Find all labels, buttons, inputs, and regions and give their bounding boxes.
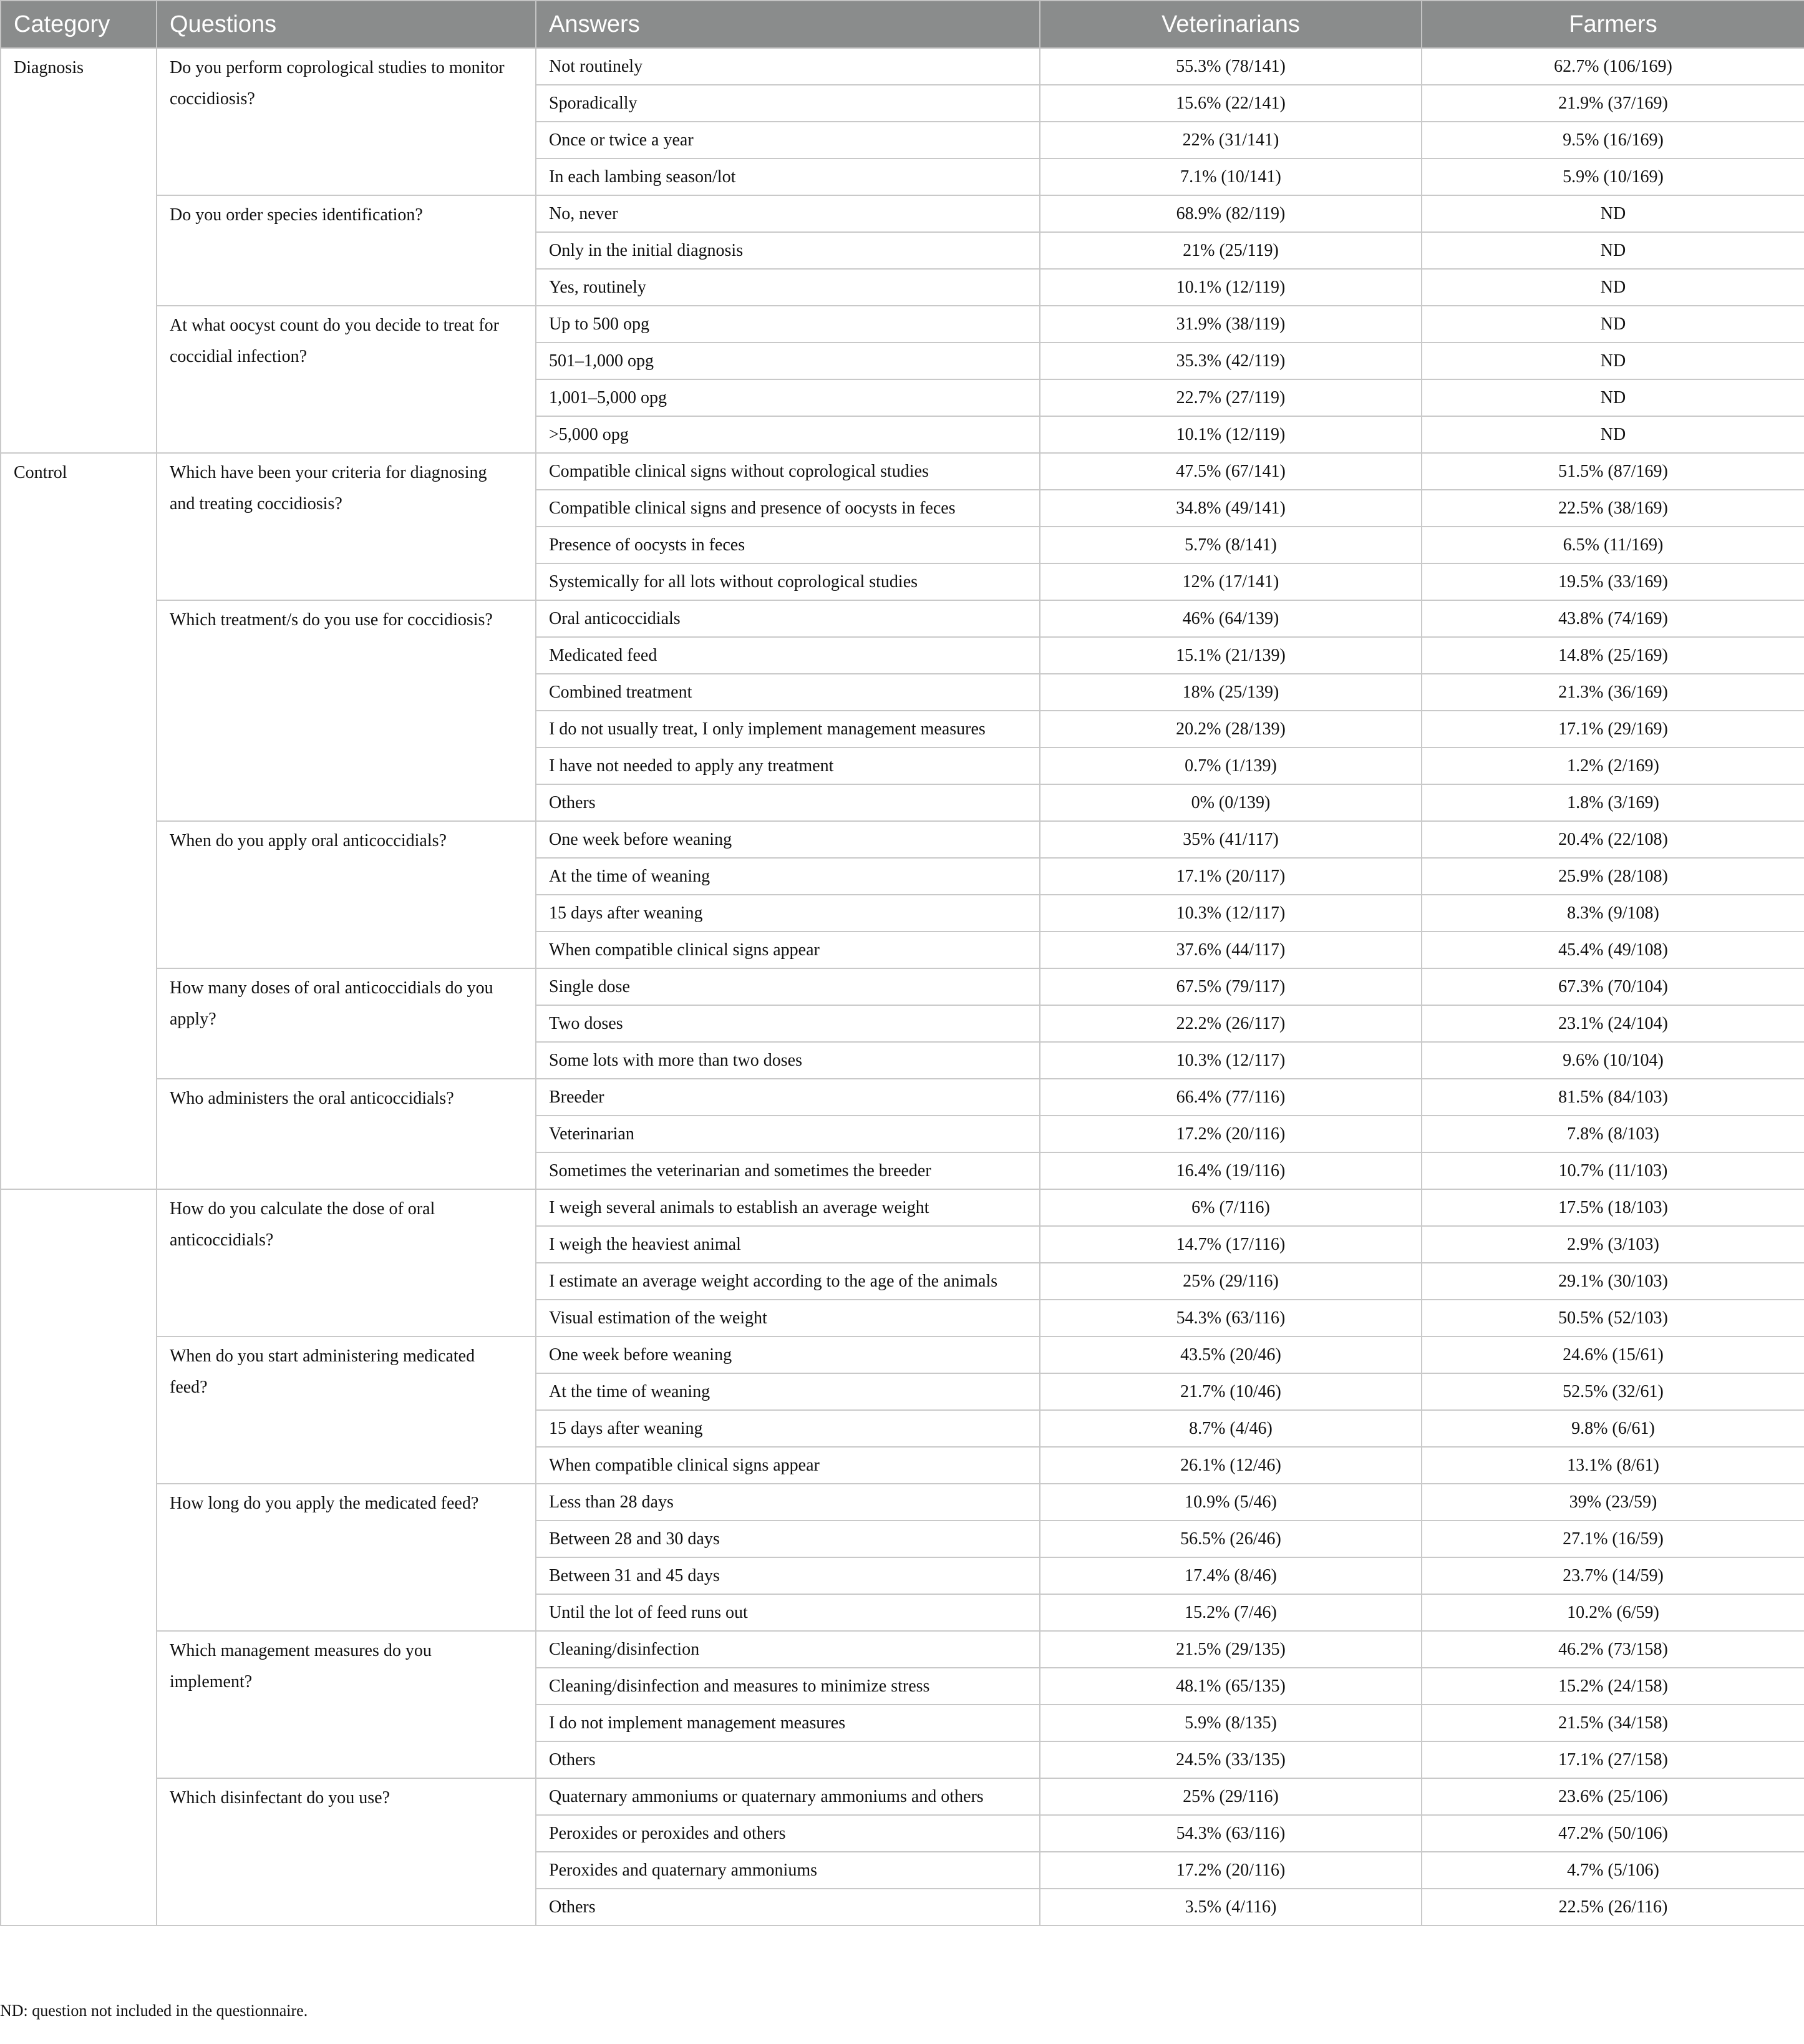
farmers-value: ND bbox=[1422, 416, 1804, 453]
answer-cell: Others bbox=[536, 1741, 1040, 1778]
veterinarians-value: 66.4% (77/116) bbox=[1040, 1079, 1422, 1116]
farmers-value: 9.5% (16/169) bbox=[1422, 122, 1804, 158]
answer-cell: Between 28 and 30 days bbox=[536, 1521, 1040, 1557]
veterinarians-value: 0.7% (1/139) bbox=[1040, 747, 1422, 784]
table-row bbox=[1, 600, 1804, 637]
answer-cell: Once or twice a year bbox=[536, 122, 1040, 158]
header-questions: Questions bbox=[157, 1, 536, 48]
answer-cell: Only in the initial diagnosis bbox=[536, 232, 1040, 269]
veterinarians-value: 17.2% (20/116) bbox=[1040, 1852, 1422, 1889]
farmers-value: 4.7% (5/106) bbox=[1422, 1852, 1804, 1889]
farmers-value: 7.8% (8/103) bbox=[1422, 1116, 1804, 1152]
farmers-value: 21.5% (34/158) bbox=[1422, 1705, 1804, 1741]
table-row bbox=[1, 306, 1804, 343]
answer-cell: Systemically for all lots without coprological studies bbox=[536, 563, 1040, 600]
table-row bbox=[1, 1778, 1804, 1815]
answer-cell: Others bbox=[536, 784, 1040, 821]
veterinarians-value: 21.5% (29/135) bbox=[1040, 1631, 1422, 1668]
table-row bbox=[1, 1189, 1804, 1226]
answer-cell: Between 31 and 45 days bbox=[536, 1557, 1040, 1594]
answer-cell: 15 days after weaning bbox=[536, 1410, 1040, 1447]
farmers-value: 29.1% (30/103) bbox=[1422, 1263, 1804, 1300]
answer-cell: When compatible clinical signs appear bbox=[536, 1447, 1040, 1484]
answer-cell: I do not usually treat, I only implement management measures bbox=[536, 711, 1040, 747]
answer-cell: Less than 28 days bbox=[536, 1484, 1040, 1521]
farmers-value: 51.5% (87/169) bbox=[1422, 453, 1804, 490]
veterinarians-value: 25% (29/116) bbox=[1040, 1263, 1422, 1300]
veterinarians-value: 46% (64/139) bbox=[1040, 600, 1422, 637]
veterinarians-value: 0% (0/139) bbox=[1040, 784, 1422, 821]
farmers-value: 39% (23/59) bbox=[1422, 1484, 1804, 1521]
farmers-value: 81.5% (84/103) bbox=[1422, 1079, 1804, 1116]
veterinarians-value: 34.8% (49/141) bbox=[1040, 490, 1422, 527]
farmers-value: 10.2% (6/59) bbox=[1422, 1594, 1804, 1631]
veterinarians-value: 14.7% (17/116) bbox=[1040, 1226, 1422, 1263]
veterinarians-value: 22.7% (27/119) bbox=[1040, 379, 1422, 416]
farmers-value: 10.7% (11/103) bbox=[1422, 1152, 1804, 1189]
farmers-value: 46.2% (73/158) bbox=[1422, 1631, 1804, 1668]
category-cell: Diagnosis bbox=[1, 48, 157, 453]
farmers-value: ND bbox=[1422, 306, 1804, 343]
veterinarians-value: 12% (17/141) bbox=[1040, 563, 1422, 600]
veterinarians-value: 3.5% (4/116) bbox=[1040, 1889, 1422, 1925]
answer-cell: Yes, routinely bbox=[536, 269, 1040, 306]
answer-cell: In each lambing season/lot bbox=[536, 158, 1040, 195]
category-cell: Control bbox=[1, 453, 157, 1189]
answer-cell: Visual estimation of the weight bbox=[536, 1300, 1040, 1336]
question-cell: Do you order species identification? bbox=[157, 195, 536, 306]
question-cell: How do you calculate the dose of oral anticoccidials? bbox=[157, 1189, 536, 1336]
answer-cell: Peroxides and quaternary ammoniums bbox=[536, 1852, 1040, 1889]
farmers-value: 62.7% (106/169) bbox=[1422, 48, 1804, 85]
header-row bbox=[1, 1, 1804, 48]
veterinarians-value: 17.4% (8/46) bbox=[1040, 1557, 1422, 1594]
question-cell: Who administers the oral anticoccidials? bbox=[157, 1079, 536, 1189]
answer-cell: Cleaning/disinfection bbox=[536, 1631, 1040, 1668]
table-body bbox=[1, 48, 1804, 1925]
veterinarians-value: 55.3% (78/141) bbox=[1040, 48, 1422, 85]
answer-cell: Combined treatment bbox=[536, 674, 1040, 711]
farmers-value: 13.1% (8/61) bbox=[1422, 1447, 1804, 1484]
question-cell: How long do you apply the medicated feed? bbox=[157, 1484, 536, 1631]
farmers-value: 43.8% (74/169) bbox=[1422, 600, 1804, 637]
question-cell: Which have been your criteria for diagnosing and treating coccidiosis? bbox=[157, 453, 536, 600]
farmers-value: ND bbox=[1422, 343, 1804, 379]
farmers-value: 19.5% (33/169) bbox=[1422, 563, 1804, 600]
veterinarians-value: 10.3% (12/117) bbox=[1040, 1042, 1422, 1079]
farmers-value: 22.5% (38/169) bbox=[1422, 490, 1804, 527]
table-row bbox=[1, 453, 1804, 490]
veterinarians-value: 47.5% (67/141) bbox=[1040, 453, 1422, 490]
answer-cell: Breeder bbox=[536, 1079, 1040, 1116]
farmers-value: 2.9% (3/103) bbox=[1422, 1226, 1804, 1263]
answer-cell: Not routinely bbox=[536, 48, 1040, 85]
veterinarians-value: 6% (7/116) bbox=[1040, 1189, 1422, 1226]
veterinarians-value: 54.3% (63/116) bbox=[1040, 1300, 1422, 1336]
veterinarians-value: 5.9% (8/135) bbox=[1040, 1705, 1422, 1741]
table-row bbox=[1, 1079, 1804, 1116]
question-cell: When do you apply oral anticoccidials? bbox=[157, 821, 536, 968]
veterinarians-value: 43.5% (20/46) bbox=[1040, 1336, 1422, 1373]
farmers-value: 17.5% (18/103) bbox=[1422, 1189, 1804, 1226]
veterinarians-value: 17.2% (20/116) bbox=[1040, 1116, 1422, 1152]
answer-cell: Peroxides or peroxides and others bbox=[536, 1815, 1040, 1852]
footnote: ND: question not included in the questionnaire. bbox=[0, 2002, 308, 2020]
farmers-value: 23.1% (24/104) bbox=[1422, 1005, 1804, 1042]
veterinarians-value: 22.2% (26/117) bbox=[1040, 1005, 1422, 1042]
veterinarians-value: 8.7% (4/46) bbox=[1040, 1410, 1422, 1447]
answer-cell: Cleaning/disinfection and measures to minimize stress bbox=[536, 1668, 1040, 1705]
answer-cell: Quaternary ammoniums or quaternary ammoniums and others bbox=[536, 1778, 1040, 1815]
answer-cell: Veterinarian bbox=[536, 1116, 1040, 1152]
answer-cell: Two doses bbox=[536, 1005, 1040, 1042]
answer-cell: Some lots with more than two doses bbox=[536, 1042, 1040, 1079]
veterinarians-value: 15.6% (22/141) bbox=[1040, 85, 1422, 122]
answer-cell: I estimate an average weight according to the age of the animals bbox=[536, 1263, 1040, 1300]
veterinarians-value: 31.9% (38/119) bbox=[1040, 306, 1422, 343]
answer-cell: Until the lot of feed runs out bbox=[536, 1594, 1040, 1631]
table-row bbox=[1, 968, 1804, 1005]
answer-cell: 501–1,000 opg bbox=[536, 343, 1040, 379]
farmers-value: 22.5% (26/116) bbox=[1422, 1889, 1804, 1925]
table-row bbox=[1, 48, 1804, 85]
veterinarians-value: 35% (41/117) bbox=[1040, 821, 1422, 858]
veterinarians-value: 56.5% (26/46) bbox=[1040, 1521, 1422, 1557]
answer-cell: Up to 500 opg bbox=[536, 306, 1040, 343]
farmers-value: 24.6% (15/61) bbox=[1422, 1336, 1804, 1373]
veterinarians-value: 10.3% (12/117) bbox=[1040, 895, 1422, 932]
question-cell: When do you start administering medicated feed? bbox=[157, 1336, 536, 1484]
farmers-value: ND bbox=[1422, 269, 1804, 306]
answer-cell: Sporadically bbox=[536, 85, 1040, 122]
answer-cell: Oral anticoccidials bbox=[536, 600, 1040, 637]
farmers-value: 23.7% (14/59) bbox=[1422, 1557, 1804, 1594]
answer-cell: One week before weaning bbox=[536, 1336, 1040, 1373]
veterinarians-value: 35.3% (42/119) bbox=[1040, 343, 1422, 379]
question-cell: At what oocyst count do you decide to treat for coccidial infection? bbox=[157, 306, 536, 453]
veterinarians-value: 16.4% (19/116) bbox=[1040, 1152, 1422, 1189]
veterinarians-value: 10.1% (12/119) bbox=[1040, 416, 1422, 453]
farmers-value: 17.1% (29/169) bbox=[1422, 711, 1804, 747]
veterinarians-value: 15.1% (21/139) bbox=[1040, 637, 1422, 674]
farmers-value: 21.3% (36/169) bbox=[1422, 674, 1804, 711]
veterinarians-value: 17.1% (20/117) bbox=[1040, 858, 1422, 895]
farmers-value: ND bbox=[1422, 195, 1804, 232]
veterinarians-value: 24.5% (33/135) bbox=[1040, 1741, 1422, 1778]
answer-cell: 15 days after weaning bbox=[536, 895, 1040, 932]
farmers-value: ND bbox=[1422, 379, 1804, 416]
header-category: Category bbox=[1, 1, 157, 48]
farmers-value: ND bbox=[1422, 232, 1804, 269]
table-row bbox=[1, 1484, 1804, 1521]
question-cell: Which treatment/s do you use for coccidiosis? bbox=[157, 600, 536, 821]
farmers-value: 20.4% (22/108) bbox=[1422, 821, 1804, 858]
answer-cell: I weigh the heaviest animal bbox=[536, 1226, 1040, 1263]
question-cell: Do you perform coprological studies to monitor coccidiosis? bbox=[157, 48, 536, 195]
question-cell: How many doses of oral anticoccidials do you apply? bbox=[157, 968, 536, 1079]
veterinarians-value: 7.1% (10/141) bbox=[1040, 158, 1422, 195]
farmers-value: 5.9% (10/169) bbox=[1422, 158, 1804, 195]
farmers-value: 15.2% (24/158) bbox=[1422, 1668, 1804, 1705]
veterinarians-value: 54.3% (63/116) bbox=[1040, 1815, 1422, 1852]
veterinarians-value: 25% (29/116) bbox=[1040, 1778, 1422, 1815]
answer-cell: One week before weaning bbox=[536, 821, 1040, 858]
answer-cell: Sometimes the veterinarian and sometimes the breeder bbox=[536, 1152, 1040, 1189]
veterinarians-value: 21% (25/119) bbox=[1040, 232, 1422, 269]
question-cell: Which disinfectant do you use? bbox=[157, 1778, 536, 1925]
table-header bbox=[1, 1, 1804, 48]
farmers-value: 23.6% (25/106) bbox=[1422, 1778, 1804, 1815]
header-answers: Answers bbox=[536, 1, 1040, 48]
category-cell bbox=[1, 1189, 157, 1925]
header-farmers: Farmers bbox=[1422, 1, 1804, 48]
answer-cell: Medicated feed bbox=[536, 637, 1040, 674]
answer-cell: At the time of weaning bbox=[536, 858, 1040, 895]
answer-cell: I do not implement management measures bbox=[536, 1705, 1040, 1741]
farmers-value: 1.2% (2/169) bbox=[1422, 747, 1804, 784]
farmers-value: 47.2% (50/106) bbox=[1422, 1815, 1804, 1852]
farmers-value: 27.1% (16/59) bbox=[1422, 1521, 1804, 1557]
table-row bbox=[1, 1631, 1804, 1668]
farmers-value: 45.4% (49/108) bbox=[1422, 932, 1804, 968]
veterinarians-value: 20.2% (28/139) bbox=[1040, 711, 1422, 747]
answer-cell: Others bbox=[536, 1889, 1040, 1925]
farmers-value: 52.5% (32/61) bbox=[1422, 1373, 1804, 1410]
answer-cell: No, never bbox=[536, 195, 1040, 232]
veterinarians-value: 67.5% (79/117) bbox=[1040, 968, 1422, 1005]
farmers-value: 9.6% (10/104) bbox=[1422, 1042, 1804, 1079]
farmers-value: 6.5% (11/169) bbox=[1422, 527, 1804, 563]
veterinarians-value: 48.1% (65/135) bbox=[1040, 1668, 1422, 1705]
table-row bbox=[1, 195, 1804, 232]
veterinarians-value: 18% (25/139) bbox=[1040, 674, 1422, 711]
answer-cell: Compatible clinical signs without coprological studies bbox=[536, 453, 1040, 490]
veterinarians-value: 21.7% (10/46) bbox=[1040, 1373, 1422, 1410]
answer-cell: >5,000 opg bbox=[536, 416, 1040, 453]
answer-cell: Presence of oocysts in feces bbox=[536, 527, 1040, 563]
veterinarians-value: 26.1% (12/46) bbox=[1040, 1447, 1422, 1484]
veterinarians-value: 10.1% (12/119) bbox=[1040, 269, 1422, 306]
answer-cell: When compatible clinical signs appear bbox=[536, 932, 1040, 968]
farmers-value: 17.1% (27/158) bbox=[1422, 1741, 1804, 1778]
header-veterinarians: Veterinarians bbox=[1040, 1, 1422, 48]
answer-cell: I have not needed to apply any treatment bbox=[536, 747, 1040, 784]
veterinarians-value: 10.9% (5/46) bbox=[1040, 1484, 1422, 1521]
answer-cell: I weigh several animals to establish an average weight bbox=[536, 1189, 1040, 1226]
veterinarians-value: 68.9% (82/119) bbox=[1040, 195, 1422, 232]
veterinarians-value: 22% (31/141) bbox=[1040, 122, 1422, 158]
farmers-value: 14.8% (25/169) bbox=[1422, 637, 1804, 674]
table-row bbox=[1, 821, 1804, 858]
farmers-value: 21.9% (37/169) bbox=[1422, 85, 1804, 122]
farmers-value: 9.8% (6/61) bbox=[1422, 1410, 1804, 1447]
farmers-value: 67.3% (70/104) bbox=[1422, 968, 1804, 1005]
question-cell: Which management measures do you implement? bbox=[157, 1631, 536, 1778]
farmers-value: 8.3% (9/108) bbox=[1422, 895, 1804, 932]
answer-cell: 1,001–5,000 opg bbox=[536, 379, 1040, 416]
veterinarians-value: 37.6% (44/117) bbox=[1040, 932, 1422, 968]
veterinarians-value: 15.2% (7/46) bbox=[1040, 1594, 1422, 1631]
answer-cell: Compatible clinical signs and presence of oocysts in feces bbox=[536, 490, 1040, 527]
farmers-value: 1.8% (3/169) bbox=[1422, 784, 1804, 821]
answer-cell: Single dose bbox=[536, 968, 1040, 1005]
answer-cell: At the time of weaning bbox=[536, 1373, 1040, 1410]
farmers-value: 25.9% (28/108) bbox=[1422, 858, 1804, 895]
veterinarians-value: 5.7% (8/141) bbox=[1040, 527, 1422, 563]
farmers-value: 50.5% (52/103) bbox=[1422, 1300, 1804, 1336]
table-row bbox=[1, 1336, 1804, 1373]
